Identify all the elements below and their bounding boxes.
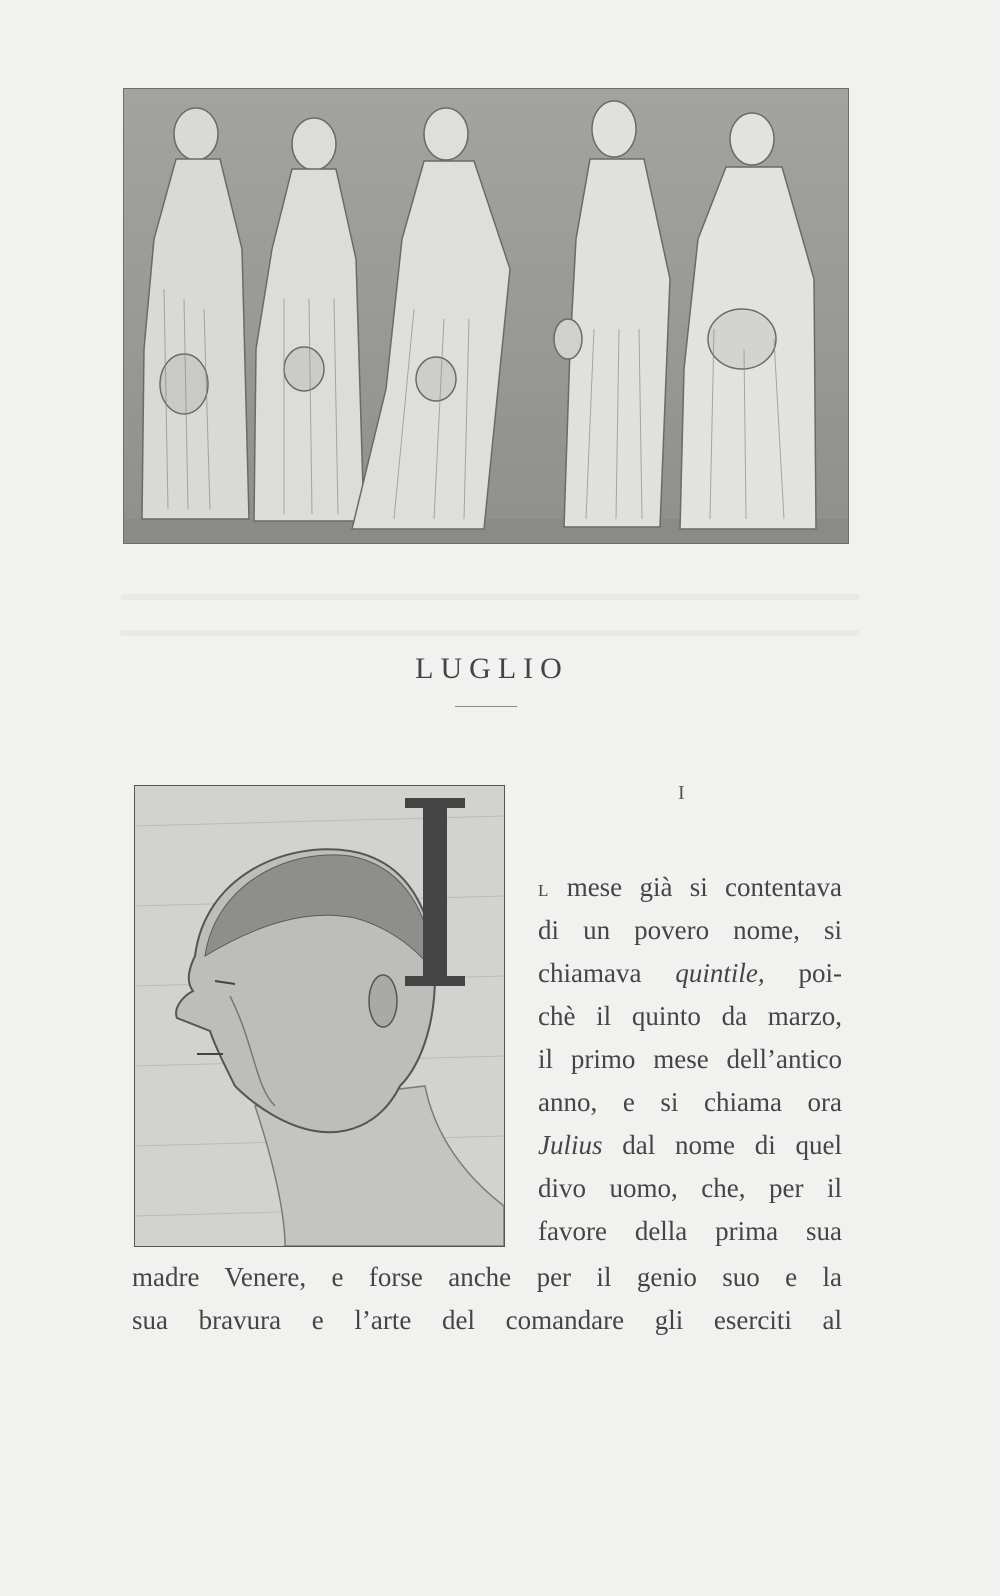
text-line-5: il primo mese dell’antico — [538, 1044, 842, 1074]
title-divider — [455, 706, 517, 707]
relief-illustration — [123, 88, 849, 544]
text-span: poi- — [798, 958, 843, 988]
text-line-9: favore della prima sua — [538, 1216, 842, 1246]
text-line-11: sua bravura e l’arte del comandare gli eserciti al — [132, 1305, 842, 1335]
show-through-line — [120, 630, 860, 636]
portrait-profile-icon — [135, 786, 504, 1246]
text-line-7 — [538, 1130, 842, 1160]
drop-cap-continuation: L — [538, 881, 550, 900]
portrait-illustration — [134, 785, 505, 1247]
text-line-6: anno, e si chiama ora — [538, 1087, 842, 1117]
text-line-3 — [538, 958, 842, 988]
text-span: mese già si contentava — [566, 872, 842, 902]
text-line-8: divo uomo, che, per il — [538, 1173, 842, 1203]
text-line-10: madre Venere, e forse anche per il genio suo e la — [132, 1262, 842, 1292]
relief-five-women-icon — [124, 89, 848, 543]
text-line-2: di un povero nome, si — [538, 915, 842, 945]
italic-term: Julius — [538, 1130, 603, 1160]
text-line-4: chè il quinto da marzo, — [538, 1001, 842, 1031]
italic-term: quintile, — [675, 958, 765, 988]
text-line-1 — [538, 872, 842, 906]
chapter-title: LUGLIO — [415, 652, 569, 685]
show-through-line — [120, 594, 860, 600]
text-span: chiamava — [538, 958, 642, 988]
text-span: dal nome di quel — [622, 1130, 842, 1160]
section-number: I — [678, 782, 685, 804]
